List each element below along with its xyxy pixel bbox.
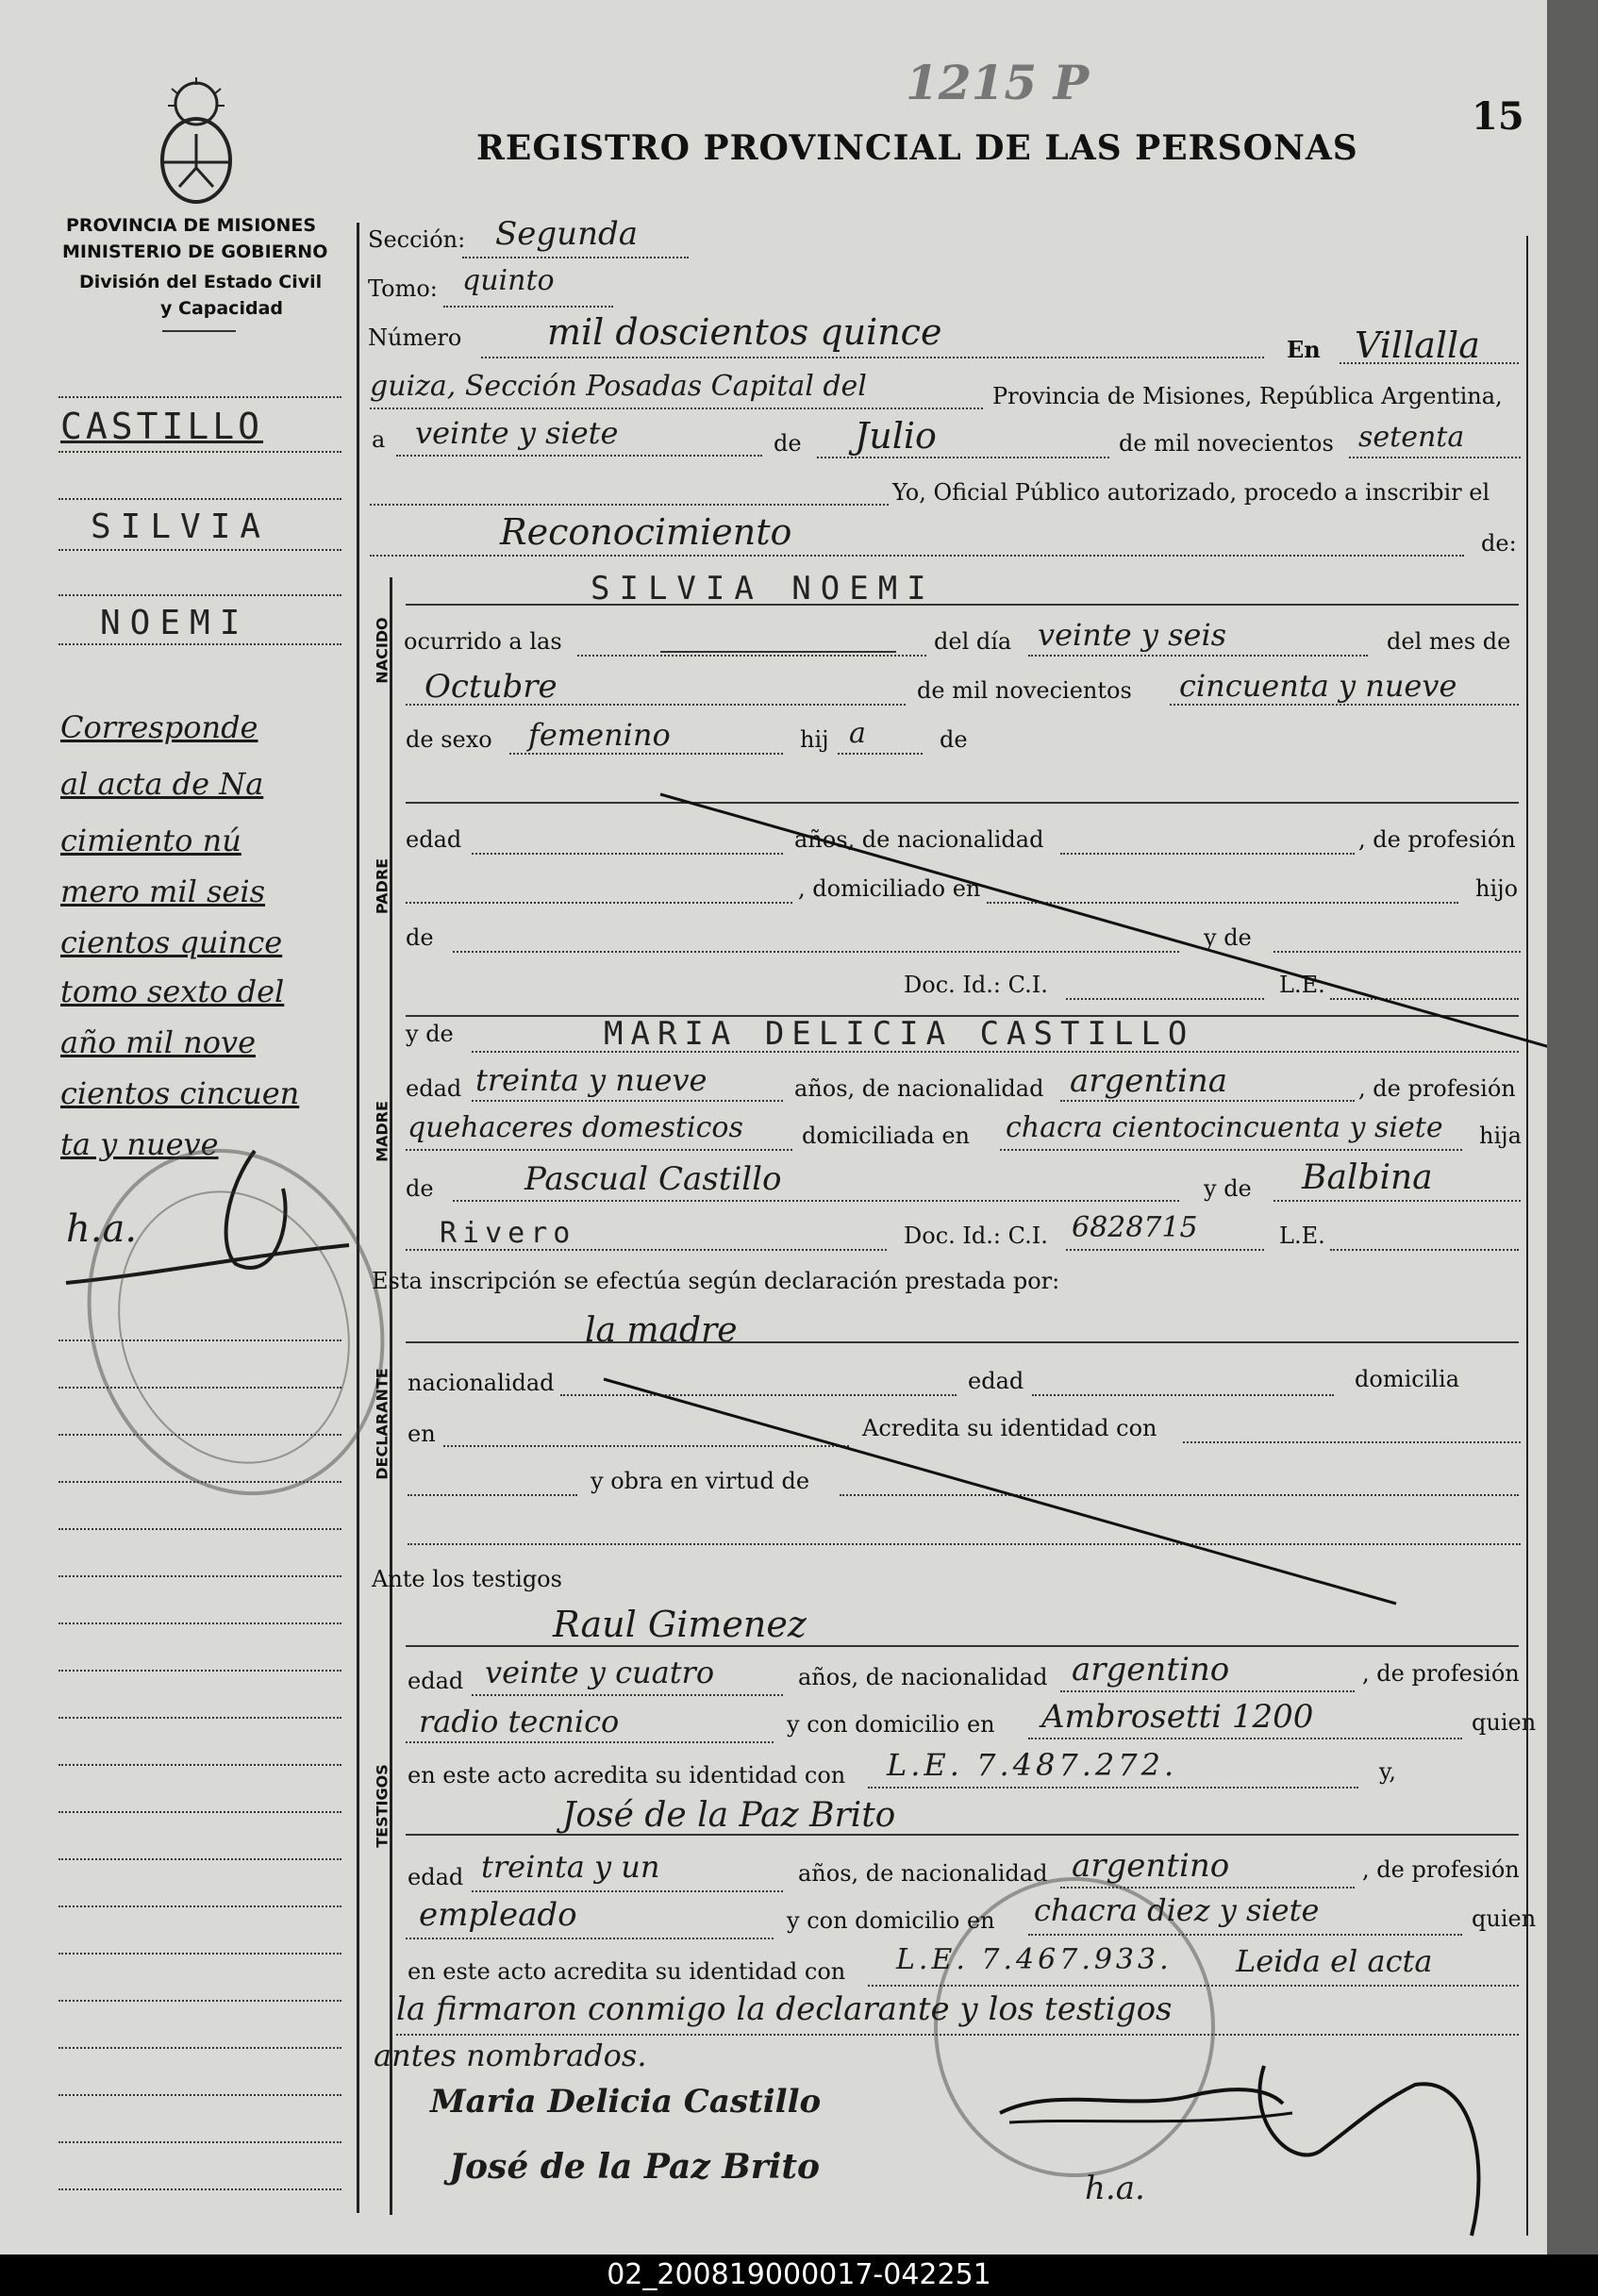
seccion-value: Segunda xyxy=(495,215,639,253)
declarante-edad-label: edad xyxy=(968,1368,1024,1394)
t1-edad-label: edad xyxy=(408,1668,464,1694)
t1-y-label: y, xyxy=(1379,1758,1396,1785)
madre-prof-label: , de profesión xyxy=(1358,1075,1516,1102)
t1-prof: radio tecnico xyxy=(419,1704,620,1739)
division-label: División del Estado Civil xyxy=(79,272,323,292)
margin-name-1: SILVIA xyxy=(91,507,271,546)
ocurrido-label: ocurrido a las xyxy=(404,628,562,655)
t1-nac: argentino xyxy=(1072,1651,1230,1689)
t1-doc: L.E. 7.487.272. xyxy=(887,1747,1178,1783)
nacido-section-label: NACIDO xyxy=(373,617,391,684)
tomo-value: quinto xyxy=(462,264,555,297)
padre-nac-label: años, de nacionalidad xyxy=(794,826,1044,853)
margin-note-line: ta y nueve xyxy=(60,1126,219,1162)
place-cont: guiza, Sección Posadas Capital del xyxy=(370,370,867,403)
nacido-de-label: de xyxy=(940,726,968,753)
madre-padre: Pascual Castillo xyxy=(524,1160,782,1198)
month-value: Julio xyxy=(855,415,937,457)
madre-name: MARIA DELICIA CASTILLO xyxy=(604,1015,1195,1053)
mes-value: Octubre xyxy=(424,668,558,706)
file-number: 1215 P xyxy=(906,55,1090,110)
madre-hija-label: hija xyxy=(1479,1123,1522,1149)
margin-note-line: cientos cincuen xyxy=(60,1075,300,1111)
numero-value: mil doscientos quince xyxy=(547,311,942,353)
testigo1-name: Raul Gimenez xyxy=(553,1604,807,1645)
closing-1: Leida el acta xyxy=(1236,1943,1433,1979)
t2-quien-label: quien xyxy=(1472,1905,1537,1932)
signature-witness: José de la Paz Brito xyxy=(449,2147,821,2187)
division-label-2: y Capacidad xyxy=(160,298,283,319)
declarante-who: la madre xyxy=(585,1311,738,1350)
t2-dom-label: y con domicilio en xyxy=(787,1907,995,1934)
margin-note-line: cimiento nú xyxy=(60,823,241,858)
t2-edad-label: edad xyxy=(408,1864,464,1890)
madre-y-de-label: y de xyxy=(406,1021,454,1047)
declarante-nac-label: nacionalidad xyxy=(408,1370,555,1396)
footer-id: 02_200819000017-042251 xyxy=(0,2254,1598,2296)
page-title: REGISTRO PROVINCIAL DE LAS PERSONAS xyxy=(476,128,1358,168)
padre-prof-label: , de profesión xyxy=(1358,826,1516,853)
padre-dom-label: , domiciliado en xyxy=(798,875,981,902)
t2-acredita-label: en este acto acredita su identidad con xyxy=(408,1958,846,1985)
madre-le-label: L.E. xyxy=(1279,1223,1325,1249)
hijo-suffix: a xyxy=(849,717,866,750)
padre-edad-label: edad xyxy=(406,826,462,853)
padre-y-de-label: y de xyxy=(1204,924,1252,951)
seccion-label: Sección: xyxy=(368,226,466,253)
t1-dom: Ambrosetti 1200 xyxy=(1041,1698,1314,1736)
ministry-label: MINISTERIO DE GOBIERNO xyxy=(62,241,328,262)
madre-doc: 6828715 xyxy=(1072,1211,1198,1244)
t1-edad: veinte y cuatro xyxy=(485,1655,715,1690)
margin-initials: h.a. xyxy=(66,1207,138,1251)
padre-de-label: de xyxy=(406,924,434,951)
t2-prof-label: , de profesión xyxy=(1362,1856,1520,1883)
closing-2: la firmaron conmigo la declarante y los testigos xyxy=(396,1990,1173,2028)
t2-dom: chacra diez y siete xyxy=(1034,1892,1320,1928)
padre-hijo-label: hijo xyxy=(1475,875,1519,902)
t1-prof-label: , de profesión xyxy=(1362,1660,1520,1687)
declarante-section-label: DECLARANTE xyxy=(373,1368,391,1480)
de-label: de xyxy=(774,430,802,457)
anio-value: cincuenta y nueve xyxy=(1179,668,1457,704)
t2-edad: treinta y un xyxy=(481,1849,660,1885)
t2-prof: empleado xyxy=(419,1896,577,1934)
tomo-label: Tomo: xyxy=(368,275,438,302)
anio-label: de mil novecientos xyxy=(917,677,1132,704)
de-suffix: de: xyxy=(1481,530,1517,557)
day-value: veinte y siete xyxy=(415,415,619,451)
del-mes-label: del mes de xyxy=(1387,628,1511,655)
testigos-intro: Ante los testigos xyxy=(372,1566,562,1592)
province-label: PROVINCIA DE MISIONES xyxy=(66,215,317,236)
act-type: Reconocimiento xyxy=(500,511,792,553)
a-label: a xyxy=(372,426,386,453)
madre-dom-label: domiciliada en xyxy=(802,1123,970,1149)
declarante-dom-label: domicilia xyxy=(1355,1366,1460,1392)
declarante-intro: Esta inscripción se efectúa según declaración prestada por: xyxy=(372,1268,1060,1294)
t1-dom-label: y con domicilio en xyxy=(787,1711,995,1738)
final-initials: h.a. xyxy=(1085,2170,1145,2207)
madre-madre-cont: Rivero xyxy=(440,1217,576,1250)
madre-de-label: de xyxy=(406,1175,434,1202)
madre-y-de2-label: y de xyxy=(1204,1175,1252,1202)
padre-le-label: L.E. xyxy=(1279,972,1325,998)
testigo2-name: José de la Paz Brito xyxy=(562,1796,896,1835)
t1-acredita-label: en este acto acredita su identidad con xyxy=(408,1762,846,1789)
margin-note-line: al acta de Na xyxy=(60,766,264,802)
madre-dom: chacra cientocincuenta y siete xyxy=(1006,1111,1443,1144)
closing-3: antes nombrados. xyxy=(374,2038,647,2073)
padre-section-label: PADRE xyxy=(373,857,391,915)
madre-edad-label: edad xyxy=(406,1075,462,1102)
madre-section-label: MADRE xyxy=(373,1101,391,1162)
scan-edge xyxy=(1547,0,1598,2254)
margin-note-line: tomo sexto del xyxy=(60,973,285,1009)
province-line: Provincia de Misiones, República Argentina, xyxy=(992,383,1503,409)
en-label: En xyxy=(1287,336,1321,363)
dia-value: veinte y seis xyxy=(1038,617,1227,653)
margin-note-line: mero mil seis xyxy=(60,873,266,909)
t2-doc: L.E. 7.467.933. xyxy=(896,1943,1173,1976)
page-number: 15 xyxy=(1472,94,1524,139)
declarante-obra-label: y obra en virtud de xyxy=(591,1468,810,1494)
officer-text: Yo, Oficial Público autorizado, procedo a inscribir el xyxy=(892,479,1490,506)
margin-note-line: Corresponde xyxy=(60,709,258,745)
madre-nac-label: años, de nacionalidad xyxy=(794,1075,1044,1102)
testigos-section-label: TESTIGOS xyxy=(373,1764,391,1848)
numero-label: Número xyxy=(368,324,462,351)
t2-nac-label: años, de nacionalidad xyxy=(798,1860,1048,1887)
padre-doc-label: Doc. Id.: C.I. xyxy=(904,972,1048,998)
en-value: Villalla xyxy=(1355,324,1480,366)
nacido-name: SILVIA NOEMI xyxy=(591,570,936,607)
madre-edad: treinta y nueve xyxy=(475,1062,707,1098)
year-label: de mil novecientos xyxy=(1119,430,1334,457)
declarante-en-label: en xyxy=(408,1421,436,1447)
hijo-label: hij xyxy=(800,726,829,753)
margin-note-line: cientos quince xyxy=(60,924,283,960)
declarante-acredita-label: Acredita su identidad con xyxy=(862,1415,1157,1441)
t1-quien-label: quien xyxy=(1472,1709,1537,1736)
signature-mother: Maria Delicia Castillo xyxy=(430,2083,822,2121)
sexo-value: femenino xyxy=(528,717,671,753)
madre-prof: quehaceres domesticos xyxy=(408,1111,743,1144)
madre-doc-label: Doc. Id.: C.I. xyxy=(904,1223,1048,1249)
t2-nac: argentino xyxy=(1072,1847,1230,1885)
margin-name-2: NOEMI xyxy=(100,604,250,642)
madre-nac: argentina xyxy=(1070,1062,1228,1100)
del-dia-label: del día xyxy=(934,628,1012,655)
year-value: setenta xyxy=(1358,421,1465,454)
sexo-label: de sexo xyxy=(406,726,492,753)
madre-madre: Balbina xyxy=(1302,1158,1433,1197)
margin-note-line: año mil nove xyxy=(60,1024,256,1060)
margin-surname: CASTILLO xyxy=(60,406,264,447)
t1-nac-label: años, de nacionalidad xyxy=(798,1664,1048,1690)
